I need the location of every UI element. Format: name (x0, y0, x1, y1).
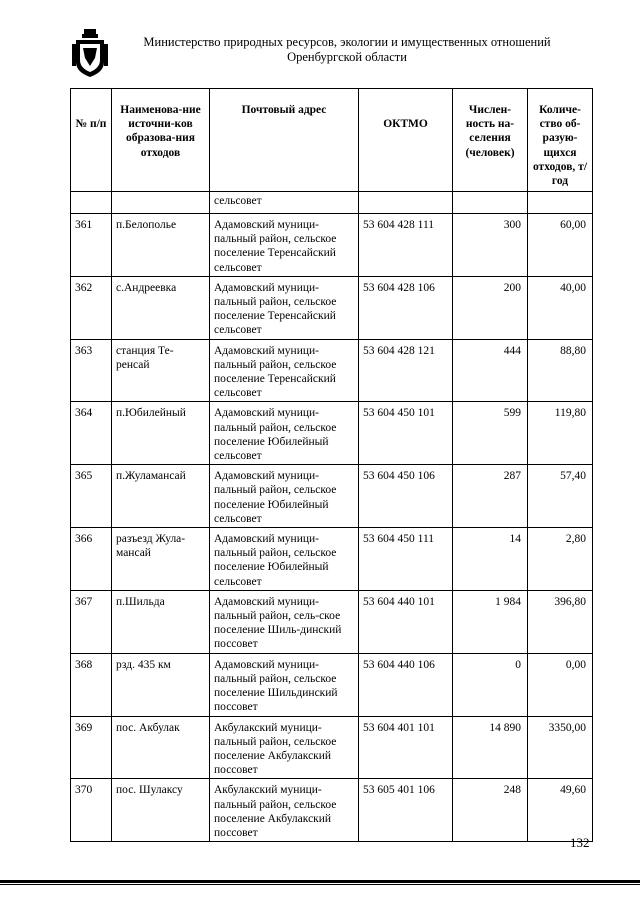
cell-oktmo: 53 604 450 106 (359, 465, 453, 528)
table-row (71, 653, 593, 716)
cell-waste-amount: 40,00 (528, 276, 593, 339)
cell-waste-amount: 49,60 (528, 779, 593, 842)
cell-waste-amount: 88,80 (528, 339, 593, 402)
cell-oktmo: 53 604 440 106 (359, 653, 453, 716)
cell-source-name: п.Юбилейный (112, 402, 210, 465)
cell-number: 363 (71, 339, 112, 402)
continuation-cell: сельсовет (210, 192, 359, 214)
waste-sources-table (70, 88, 593, 842)
coat-of-arms-icon (72, 28, 108, 78)
footer-rule (0, 880, 640, 883)
cell-population: 300 (453, 214, 528, 277)
ministry-name-line2: Оренбургской области (287, 50, 407, 64)
continuation-row (71, 192, 593, 214)
cell-waste-amount: 3350,00 (528, 716, 593, 779)
cell-oktmo: 53 604 428 121 (359, 339, 453, 402)
cell-population: 287 (453, 465, 528, 528)
cell-population: 14 (453, 528, 528, 591)
cell-population: 444 (453, 339, 528, 402)
col-header-number: № п/п (71, 89, 112, 192)
cell-number: 364 (71, 402, 112, 465)
cell-address: Адамовский муници-пальный район, сельское поселение Юбилейный сельсовет (210, 465, 359, 528)
col-header-address: Почтовый адрес (210, 89, 359, 192)
cell-population: 14 890 (453, 716, 528, 779)
table-row (71, 465, 593, 528)
cell-population: 0 (453, 653, 528, 716)
cell-population: 599 (453, 402, 528, 465)
cell-source-name: пос. Шулаксу (112, 779, 210, 842)
cell-source-name: п.Шильда (112, 590, 210, 653)
cell-oktmo: 53 604 450 101 (359, 402, 453, 465)
cell-number: 361 (71, 214, 112, 277)
cell-source-name: станция Те-ренсай (112, 339, 210, 402)
cell-number: 368 (71, 653, 112, 716)
cell-waste-amount: 119,80 (528, 402, 593, 465)
cell-address: Адамовский муници-пальный район, сельское поселение Юбилейный сельсовет (210, 402, 359, 465)
cell-address: Адамовский муници-пальный район, сель-ское поселение Шиль-динский поссовет (210, 590, 359, 653)
cell-address: Адамовский муници-пальный район, сельское поселение Юбилейный сельсовет (210, 528, 359, 591)
cell-oktmo: 53 604 401 101 (359, 716, 453, 779)
col-header-oktmo: ОКТМО (359, 89, 453, 192)
cell-address: Акбулакский муници-пальный район, сельское поселение Акбулакский поссовет (210, 716, 359, 779)
cell-number: 365 (71, 465, 112, 528)
table-row (71, 276, 593, 339)
cell-source-name: п.Белополье (112, 214, 210, 277)
cell-waste-amount: 0,00 (528, 653, 593, 716)
cell-number: 366 (71, 528, 112, 591)
cell-population: 200 (453, 276, 528, 339)
table-row (71, 716, 593, 779)
table-row (71, 779, 593, 842)
cell-population: 248 (453, 779, 528, 842)
table-header-row (71, 89, 593, 192)
cell-address: Адамовский муници-пальный район, сельское поселение Теренсайский сельсовет (210, 339, 359, 402)
page-number: 132 (570, 835, 590, 850)
col-header-population: Числен-ность на-селения (человек) (453, 89, 528, 192)
cell-address: Акбулакский муници-пальный район, сельское поселение Акбулакский поссовет (210, 779, 359, 842)
table-row (71, 402, 593, 465)
footer-rule-thin (0, 884, 640, 885)
ministry-name-line1: Министерство природных ресурсов, экологии и имущественных отношений (143, 35, 551, 49)
cell-population: 1 984 (453, 590, 528, 653)
table-row (71, 590, 593, 653)
cell-number: 370 (71, 779, 112, 842)
cell-oktmo: 53 605 401 106 (359, 779, 453, 842)
cell-source-name: п.Жуламансай (112, 465, 210, 528)
cell-waste-amount: 60,00 (528, 214, 593, 277)
cell-number: 362 (71, 276, 112, 339)
cell-waste-amount: 2,80 (528, 528, 593, 591)
cell-number: 367 (71, 590, 112, 653)
cell-number: 369 (71, 716, 112, 779)
cell-oktmo: 53 604 450 111 (359, 528, 453, 591)
cell-waste-amount: 396,80 (528, 590, 593, 653)
table-row (71, 339, 593, 402)
col-header-source-name: Наименова-ние источни-ков образова-ния отходов (112, 89, 210, 192)
cell-address: Адамовский муници-пальный район, сельское поселение Теренсайский сельсовет (210, 276, 359, 339)
cell-source-name: с.Андреевка (112, 276, 210, 339)
cell-waste-amount: 57,40 (528, 465, 593, 528)
col-header-waste-amount: Количе-ство об-разую-щихся отходов, т/год (528, 89, 593, 192)
cell-source-name: рзд. 435 км (112, 653, 210, 716)
cell-address: Адамовский муници-пальный район, сельское поселение Шильдинский поссовет (210, 653, 359, 716)
cell-address: Адамовский муници-пальный район, сельское поселение Теренсайский сельсовет (210, 214, 359, 277)
cell-oktmo: 53 604 440 101 (359, 590, 453, 653)
cell-oktmo: 53 604 428 106 (359, 276, 453, 339)
cell-source-name: пос. Акбулак (112, 716, 210, 779)
table-row (71, 214, 593, 277)
table-row (71, 528, 593, 591)
cell-source-name: разъезд Жула-мансай (112, 528, 210, 591)
cell-oktmo: 53 604 428 111 (359, 214, 453, 277)
